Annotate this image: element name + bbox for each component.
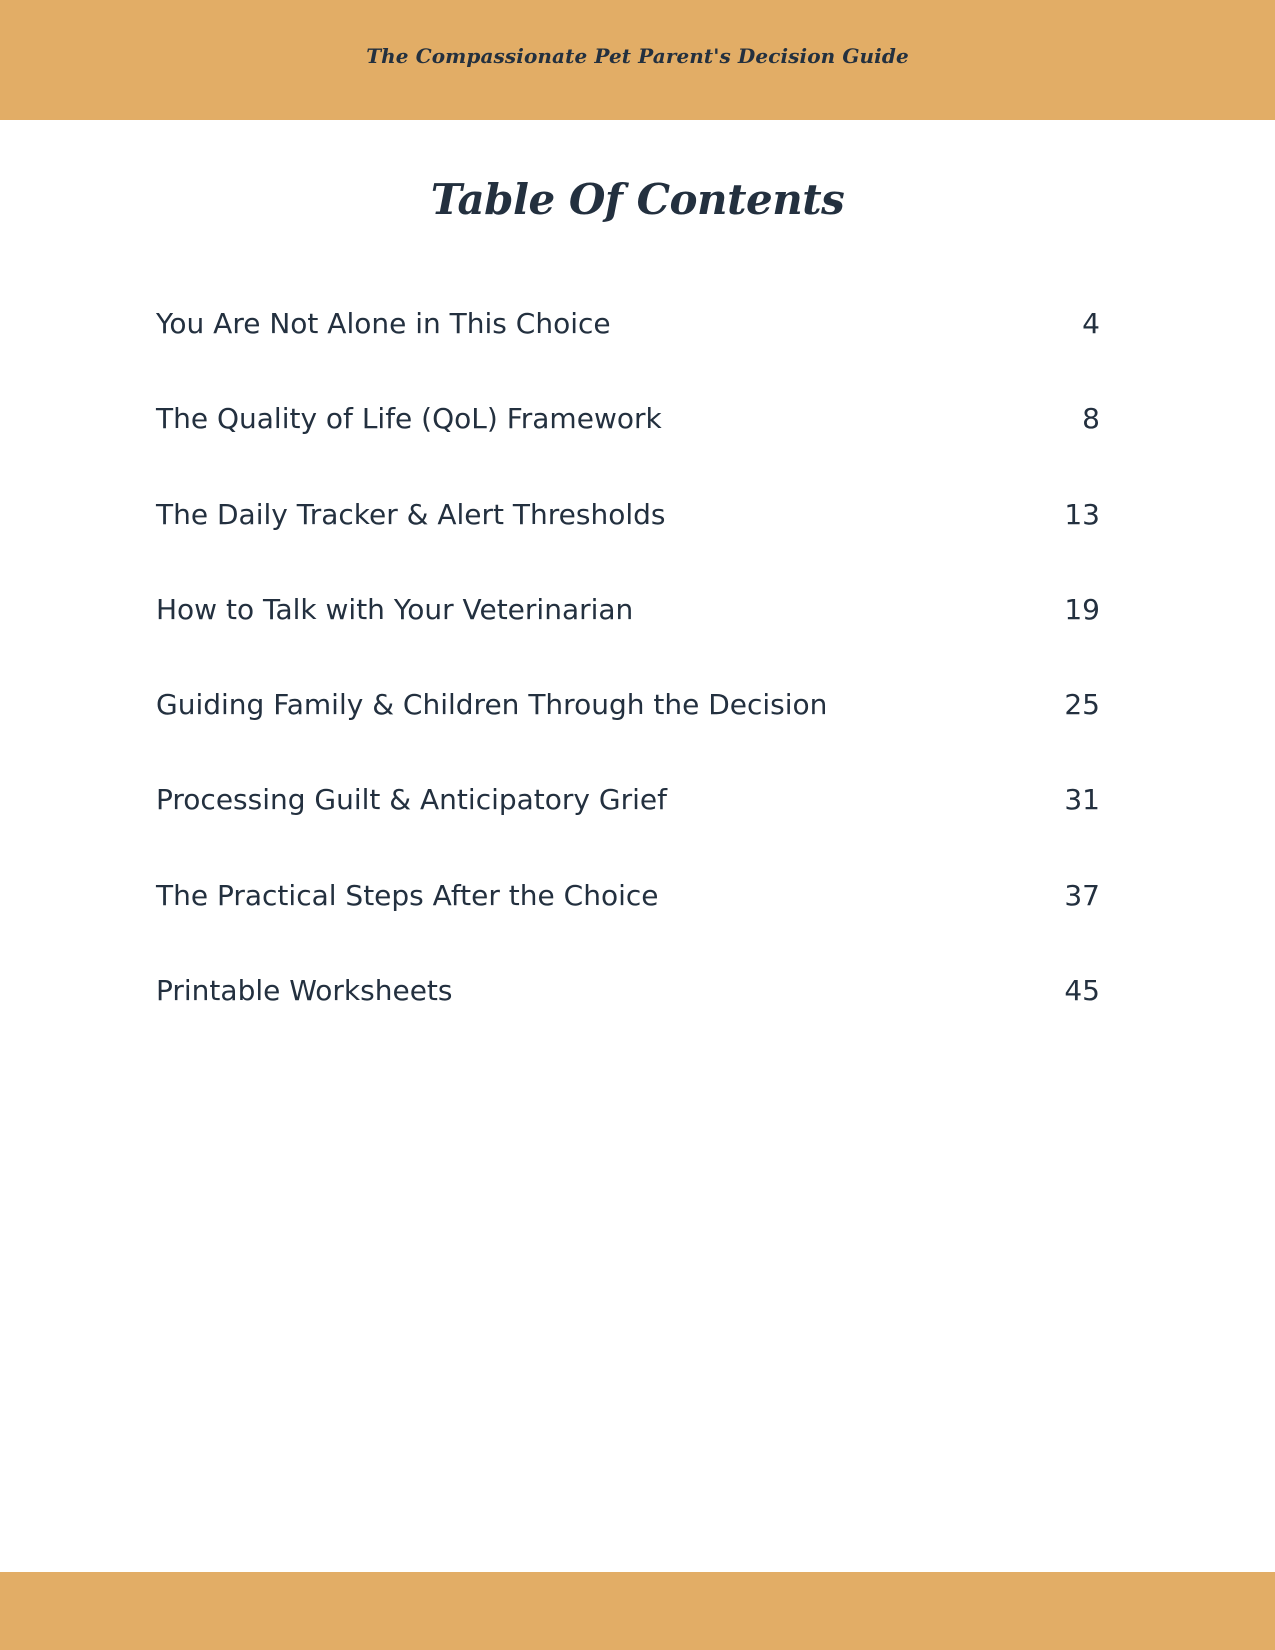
header-band [0,0,1275,120]
toc-entry-title: The Practical Steps After the Choice [156,878,659,912]
toc-entry-page-number: 4 [1082,307,1100,340]
toc-entry-page-number: 37 [1064,878,1100,912]
toc-entry[interactable] [156,485,1100,580]
toc-entry-title: Guiding Family & Children Through the Decision [156,688,828,722]
toc-entry-page-number: 8 [1082,402,1100,436]
toc-entry[interactable] [156,770,1100,865]
toc-entry[interactable] [156,675,1100,770]
toc-entry-title: You Are Not Alone in This Choice [156,307,611,340]
toc-entry-page-number: 45 [1064,974,1100,1008]
toc-entry-page-number: 13 [1064,497,1100,531]
toc-entry-title: Processing Guilt & Anticipatory Grief [156,783,667,817]
footer-band [0,1572,1275,1650]
toc-entry[interactable] [156,961,1100,1056]
toc-entry[interactable] [156,389,1100,484]
toc-heading: Table Of Contents [430,175,845,224]
toc-entry-title: How to Talk with Your Veterinarian [156,592,634,626]
toc-entry[interactable] [156,580,1100,675]
toc-entry-title: Printable Worksheets [156,974,453,1008]
toc-entry-page-number: 19 [1064,592,1100,626]
toc-entry-page-number: 25 [1064,688,1100,722]
toc-list [156,294,1100,1056]
document-header-title: The Compassionate Pet Parent's Decision Guide [366,44,909,68]
toc-entry[interactable] [156,866,1100,961]
toc-entry[interactable] [156,294,1100,389]
toc-entry-page-number: 31 [1064,783,1100,817]
toc-entry-title: The Daily Tracker & Alert Thresholds [156,497,666,531]
toc-entry-title: The Quality of Life (QoL) Framework [156,402,662,436]
